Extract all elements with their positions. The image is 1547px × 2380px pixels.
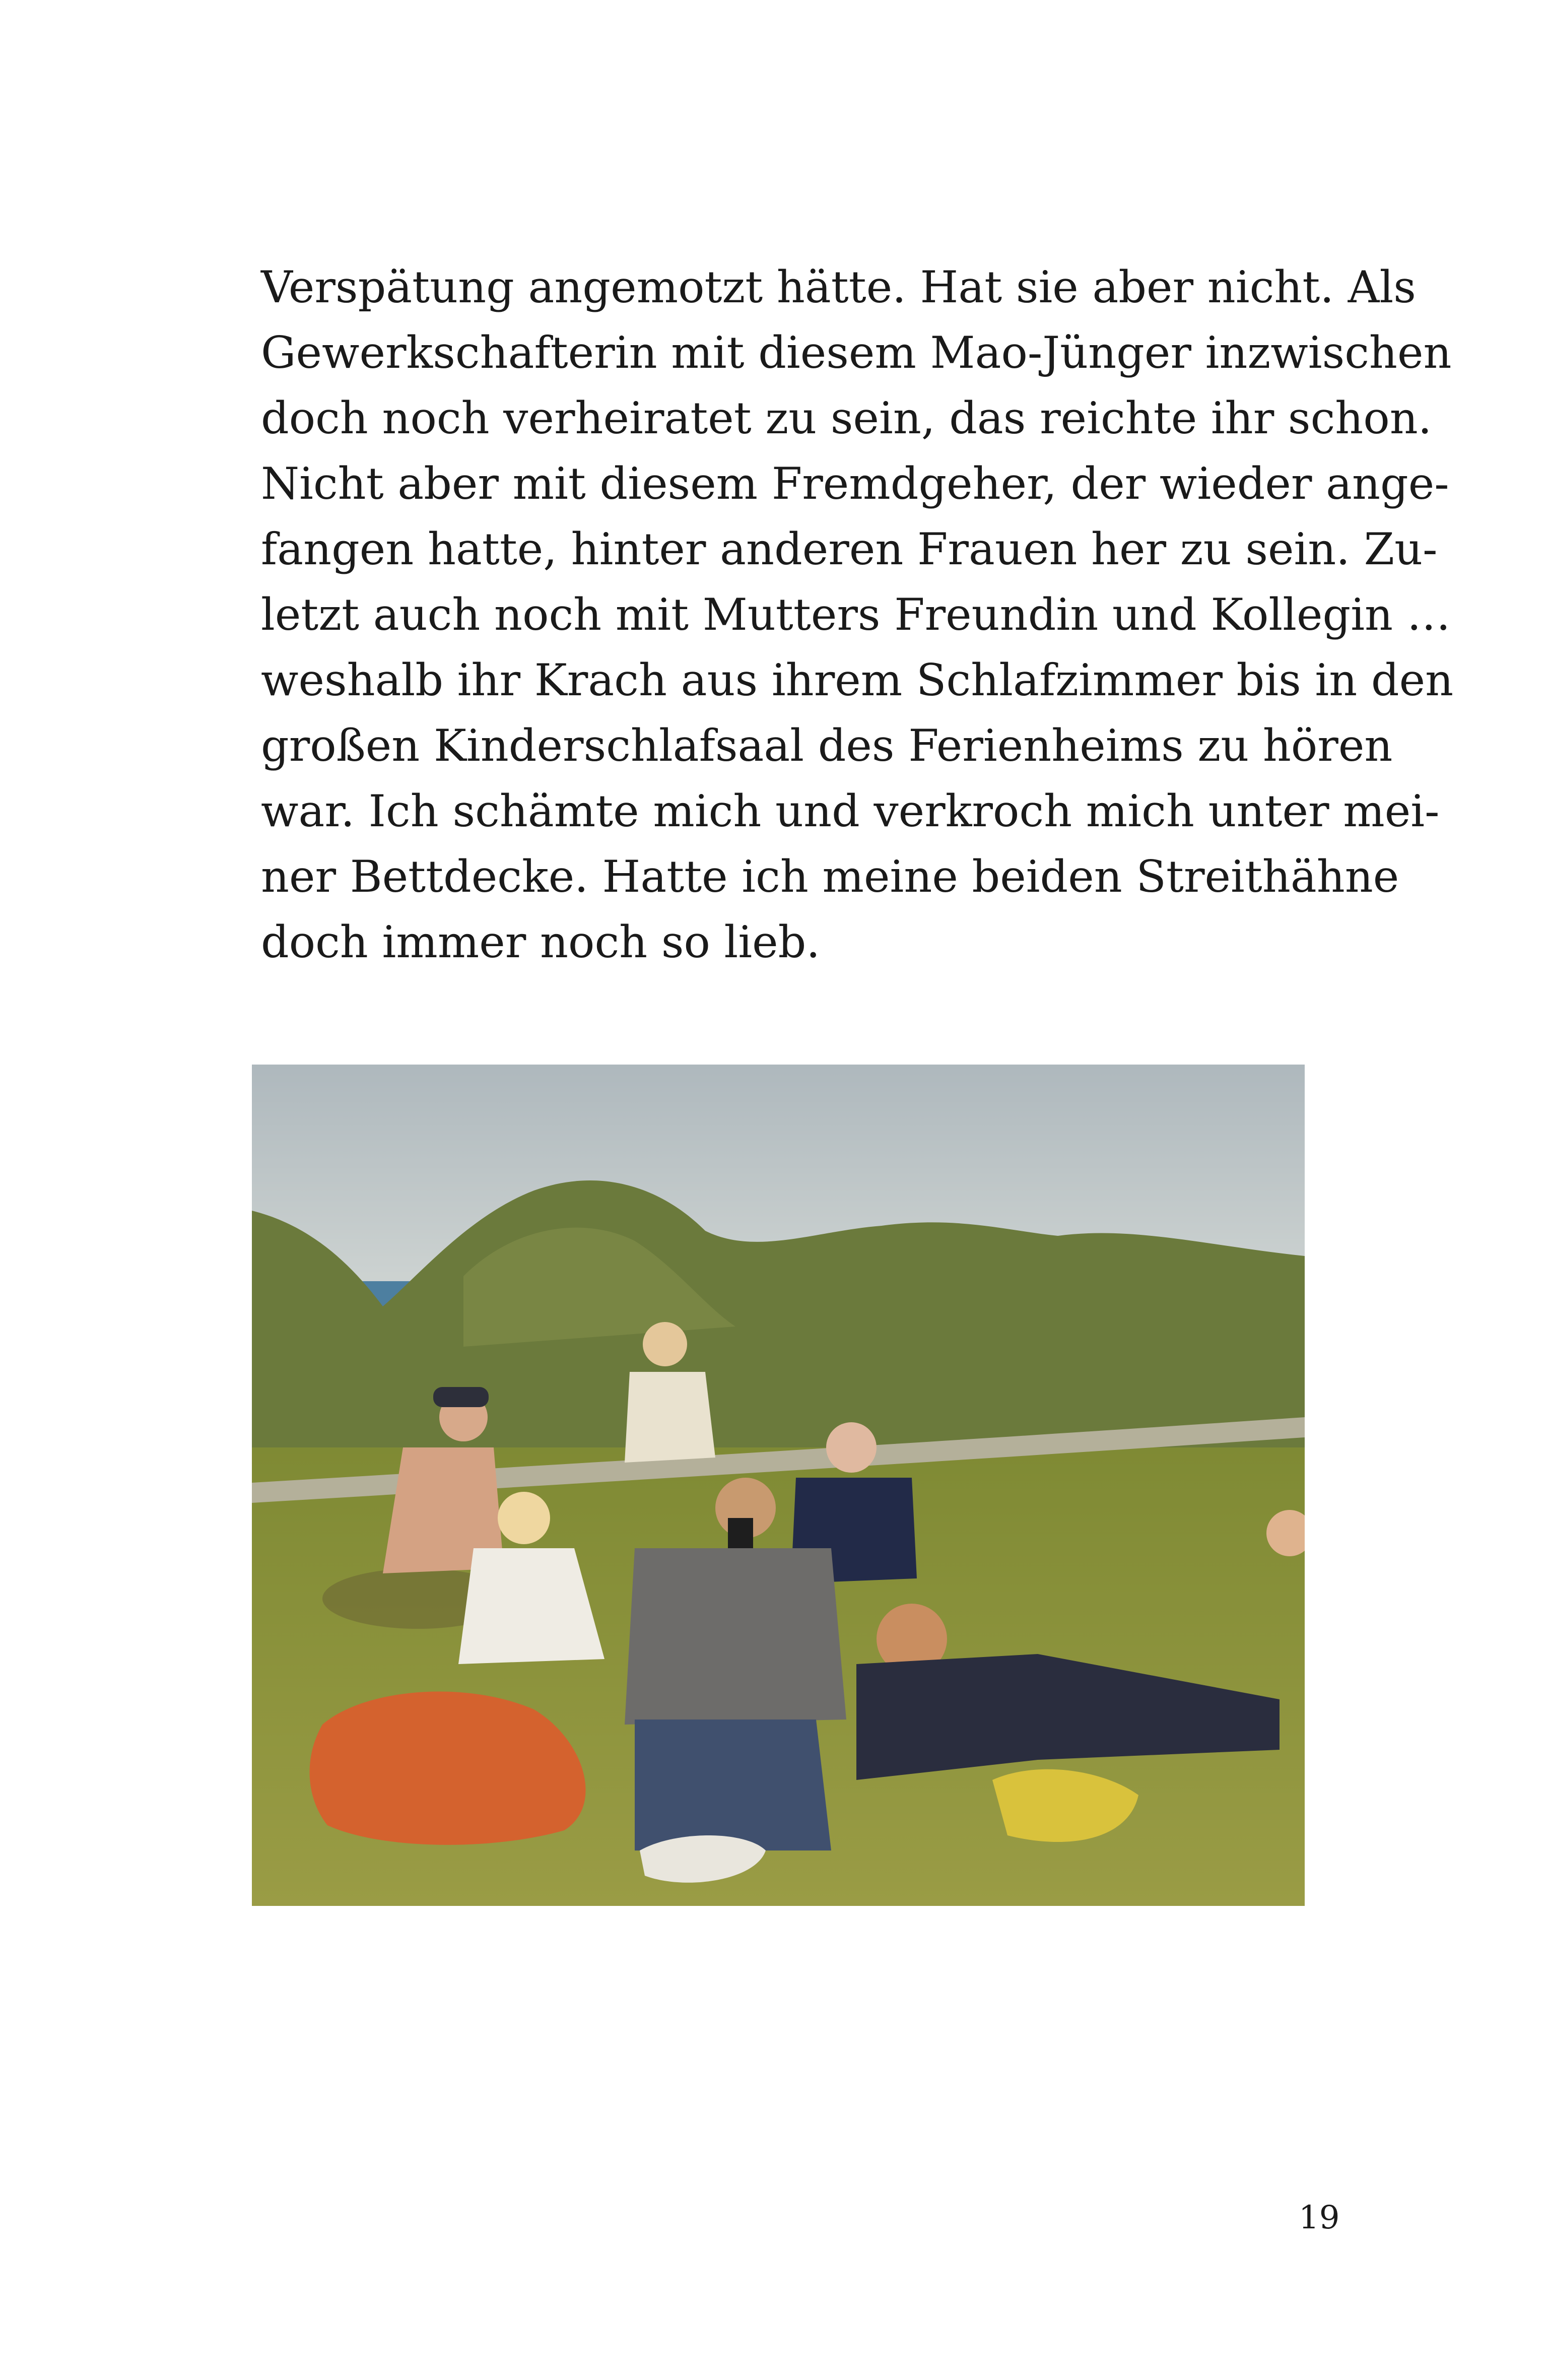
text-line: doch noch verheiratet zu sein, das reichte ihr schon.: [261, 392, 1432, 444]
page-number: 19: [1299, 2199, 1340, 2236]
text-line: großen Kinderschlafsaal des Ferienheims zu hören: [261, 720, 1393, 771]
text-line: letzt auch noch mit Mutters Freundin und Kollegin …: [261, 589, 1451, 640]
family-photo: [252, 1065, 1305, 1906]
text-line: war. Ich schämte mich und verkroch mich unter mei-: [261, 785, 1440, 837]
text-line: doch immer noch so lieb.: [261, 916, 821, 968]
text-line: Nicht aber mit diesem Fremdgeher, der wieder ange-: [261, 458, 1449, 509]
text-line: Verspätung angemotzt hätte. Hat sie aber nicht. Als: [261, 261, 1416, 313]
text-line: Gewerkschafterin mit diesem Mao-Jünger inzwischen: [261, 327, 1452, 378]
text-line: fangen hatte, hinter anderen Frauen her zu sein. Zu-: [261, 523, 1438, 575]
text-line: ner Bettdecke. Hatte ich meine beiden Streithähne: [261, 851, 1399, 902]
text-line: weshalb ihr Krach aus ihrem Schlafzimmer bis in den: [261, 654, 1454, 706]
photo-illustration: [252, 1065, 1305, 1906]
body-text: [261, 254, 1454, 975]
